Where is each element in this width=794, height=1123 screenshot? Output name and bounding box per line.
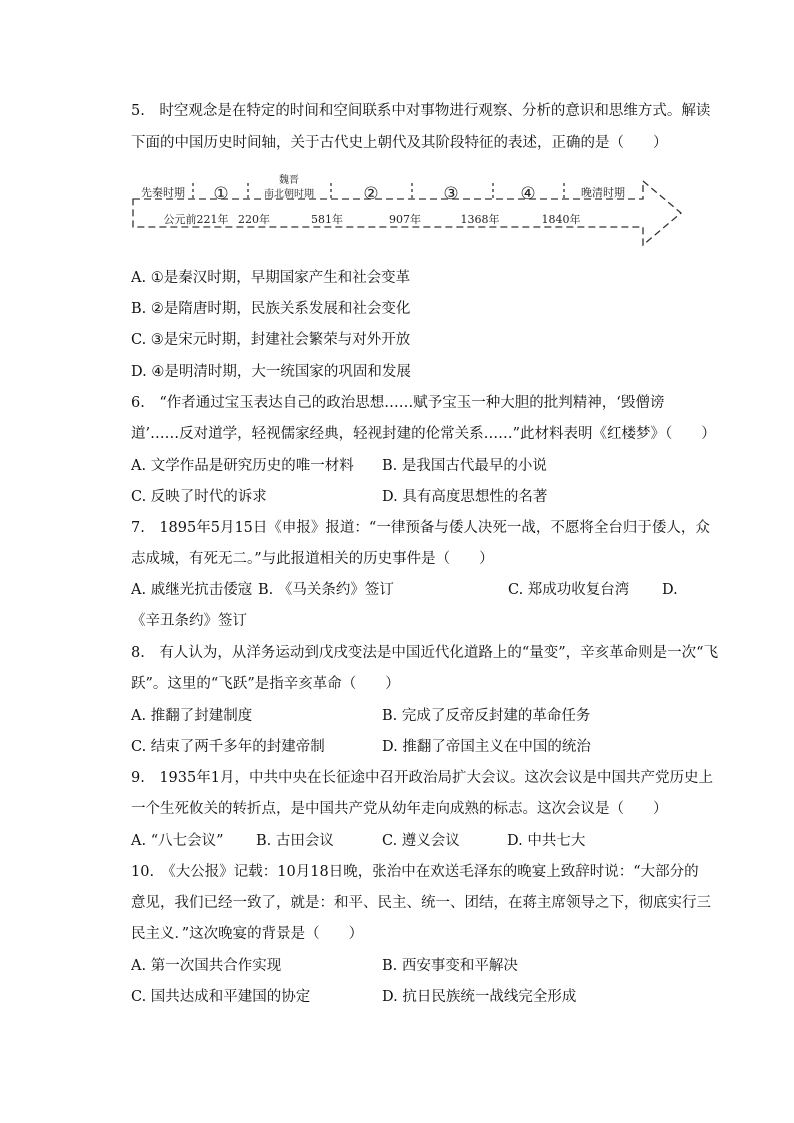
q5-option-b: B. ②是隋唐时期，民族关系发展和社会变化 xyxy=(131,301,411,317)
q9-option-d: D. 中共七大 xyxy=(507,833,586,849)
q8-stem-line-1: 8. 有人认为，从洋务运动到戊戌变法是中国近代化道路上的“量变”，辛亥革命则是一次“飞 xyxy=(131,645,719,661)
q6-stem-line-2: 道’……反对道学，轻视儒家经典，轻视封建的伦常关系……”此材料表明《红楼梦》（ ） xyxy=(131,426,716,442)
timeline-year-221bc: 公元前221年 xyxy=(163,213,229,226)
q6-option-a: A. 文学作品是研究历史的唯一材料 xyxy=(131,458,354,474)
q7-stem-line-1: 7. 1895年5月15日《申报》报道：“一律预备与倭人决死一战，不愿将全台归于倭人，众 xyxy=(131,520,710,536)
q10-option-d: D. 抗日民族统一战线完全形成 xyxy=(382,989,577,1005)
q9-option-b: B. 古田会议 xyxy=(256,833,334,849)
q10-option-b: B. 西安事变和平解决 xyxy=(382,958,518,974)
q10-stem-line-2: 意见，我们已经一致了，就是：和平、民主、统一、团结，在蒋主席领导之下，彻底实行三 xyxy=(131,895,711,911)
q6-stem-line-1: 6. “作者通过宝玉表达自己的政治思想……赋予宝玉一种大胆的批判精神，‘毁僧谤 xyxy=(131,395,665,411)
timeline-year-1840: 1840年 xyxy=(541,213,581,226)
q10-stem-line-1: 10. 《大公报》记载：10月18日晚，张治中在欢送毛泽东的晚宴上致辞时说：“大部分的 xyxy=(131,864,699,880)
history-timeline xyxy=(131,171,683,253)
q10-option-c: C. 国共达成和平建国的协定 xyxy=(131,989,311,1005)
timeline-label-1: ① xyxy=(213,184,229,204)
q6-option-b: B. 是我国古代最早的小说 xyxy=(382,458,547,474)
timeline-year-907: 907年 xyxy=(389,213,421,226)
q8-option-d: D. 推翻了帝国主义在中国的统治 xyxy=(382,739,591,755)
q7-option-a: A. 戚继光抗击倭寇 xyxy=(131,582,253,598)
timeline-label-2: ② xyxy=(363,184,379,204)
q7-option-b: B. 《马关条约》签订 xyxy=(258,582,394,598)
q8-option-a: A. 推翻了封建制度 xyxy=(131,708,253,724)
timeline-label-4: ④ xyxy=(520,184,536,204)
q10-option-a: A. 第一次国共合作实现 xyxy=(131,958,282,974)
timeline-year-220: 220年 xyxy=(238,213,270,226)
timeline-label-weijin: 魏晋 xyxy=(279,175,299,186)
q5-option-a: A. ①是秦汉时期，早期国家产生和社会变革 xyxy=(131,270,411,286)
q6-option-c: C. 反映了时代的诉求 xyxy=(131,489,267,505)
q8-option-c: C. 结束了两千多年的封建帝制 xyxy=(131,739,325,755)
timeline-label-wanqing: 晚清时期 xyxy=(581,186,625,199)
q9-option-a: A. “八七会议” xyxy=(131,833,224,849)
timeline-label-3: ③ xyxy=(443,184,459,204)
q8-stem-line-2: 跃”。这里的“飞跃”是指辛亥革命（ ） xyxy=(131,676,400,692)
timeline-label-xianqin: 先秦时期 xyxy=(141,186,185,199)
q10-stem-line-3: 民主义．”这次晚宴的背景是（ ） xyxy=(131,926,364,942)
q9-stem-line-1: 9. 1935年1月，中共中央在长征途中召开政治局扩大会议。这次会议是中国共产党历史上 xyxy=(131,770,713,786)
q7-option-d-text: 《辛丑条约》签订 xyxy=(131,613,247,629)
q5-stem-line-2: 下面的中国历史时间轴，关于古代史上朝代及其阶段特征的表述，正确的是（ ） xyxy=(131,135,668,151)
q6-option-d: D. 具有高度思想性的名著 xyxy=(382,489,548,505)
timeline-year-581: 581年 xyxy=(311,213,343,226)
timeline-label-nanbeichao: 南北朝时期 xyxy=(264,189,314,200)
q8-option-b: B. 完成了反帝反封建的革命任务 xyxy=(382,708,591,724)
q7-option-d-label: D. xyxy=(662,582,678,598)
q7-option-c: C. 郑成功收复台湾 xyxy=(508,582,630,598)
q9-option-c: C. 遵义会议 xyxy=(382,833,460,849)
q5-stem-line-1: 5. 时空观念是在特定的时间和空间联系中对事物进行观察、分析的意识和思维方式。解读 xyxy=(131,103,711,119)
q5-option-d: D. ④是明清时期，大一统国家的巩固和发展 xyxy=(131,364,411,380)
timeline-year-1368: 1368年 xyxy=(460,213,500,226)
q5-option-c: C. ③是宋元时期，封建社会繁荣与对外开放 xyxy=(131,332,411,348)
q7-stem-line-2: 志成城，有死无二。”与此报道相关的历史事件是（ ） xyxy=(131,551,494,567)
q9-stem-line-2: 一个生死攸关的转折点，是中国共产党从幼年走向成熟的标志。这次会议是（ ） xyxy=(131,801,668,817)
